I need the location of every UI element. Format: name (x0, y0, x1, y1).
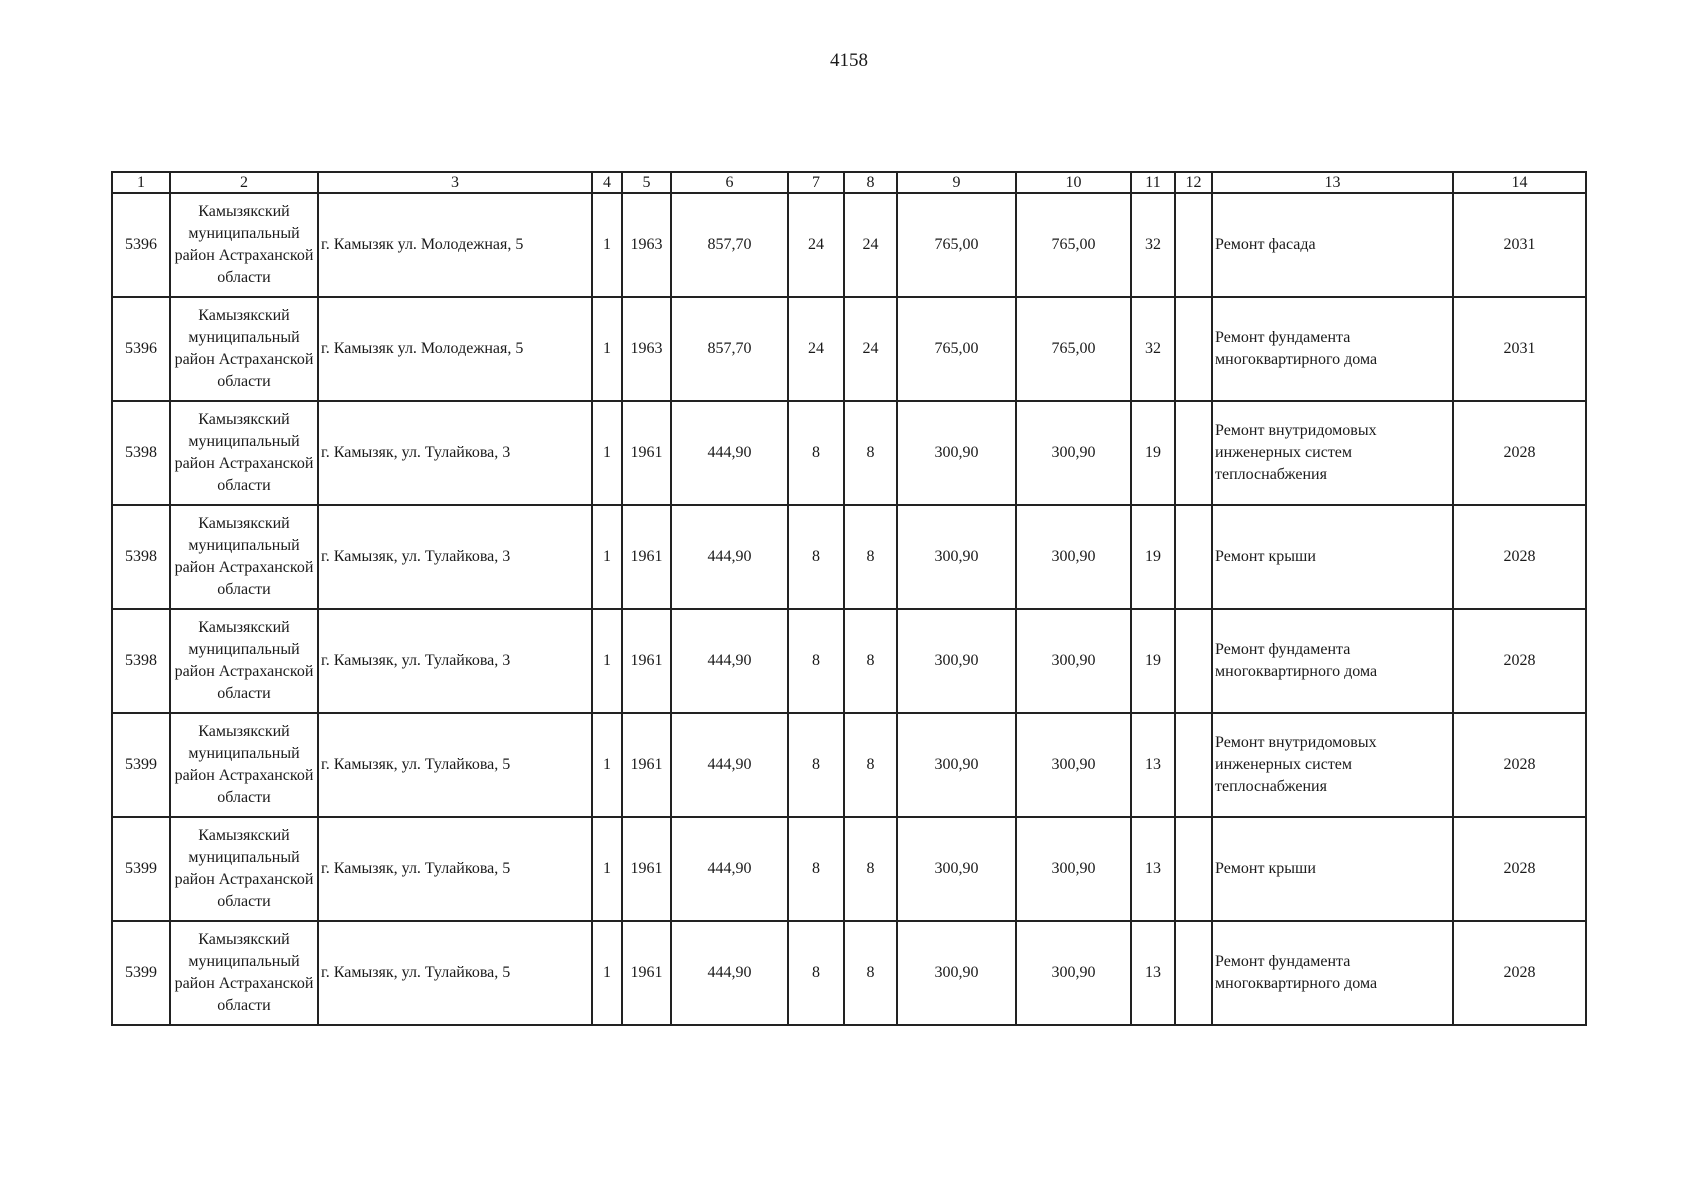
page-number: 4158 (830, 50, 868, 71)
column-12-cell (1175, 713, 1212, 817)
municipality-cell: Камызякский муниципальный район Астраханской области (170, 921, 318, 1025)
record-number-cell: 5399 (112, 921, 170, 1025)
column-9-cell: 300,90 (897, 401, 1016, 505)
column-10-cell: 300,90 (1016, 401, 1131, 505)
column-12-cell (1175, 505, 1212, 609)
work-type-cell: Ремонт фундамента многоквартирного дома (1212, 609, 1453, 713)
column-6-cell: 444,90 (671, 401, 788, 505)
column-11-cell: 13 (1131, 921, 1175, 1025)
table-row (112, 921, 1586, 1025)
year-cell: 1961 (622, 713, 671, 817)
column-9-cell: 300,90 (897, 505, 1016, 609)
address-cell: г. Камызяк, ул. Тулайкова, 5 (318, 921, 592, 1025)
column-4-cell: 1 (592, 713, 622, 817)
year-cell: 1963 (622, 193, 671, 297)
column-10-cell: 300,90 (1016, 713, 1131, 817)
work-type-cell: Ремонт фундамента многоквартирного дома (1212, 297, 1453, 401)
column-6-cell: 444,90 (671, 713, 788, 817)
column-10-cell: 300,90 (1016, 609, 1131, 713)
table-body (112, 193, 1586, 1025)
planned-year-cell: 2031 (1453, 193, 1586, 297)
planned-year-cell: 2028 (1453, 609, 1586, 713)
column-4-cell: 1 (592, 505, 622, 609)
municipality-cell: Камызякский муниципальный район Астраханской области (170, 505, 318, 609)
municipality-cell: Камызякский муниципальный район Астраханской области (170, 609, 318, 713)
address-cell: г. Камызяк, ул. Тулайкова, 3 (318, 401, 592, 505)
column-12-cell (1175, 609, 1212, 713)
record-number-cell: 5396 (112, 297, 170, 401)
column-8-cell: 8 (844, 609, 897, 713)
record-number-cell: 5398 (112, 609, 170, 713)
column-header: 13 (1212, 172, 1453, 193)
column-header: 2 (170, 172, 318, 193)
table-row (112, 297, 1586, 401)
column-12-cell (1175, 817, 1212, 921)
municipality-cell: Камызякский муниципальный район Астраханской области (170, 817, 318, 921)
column-12-cell (1175, 401, 1212, 505)
address-cell: г. Камызяк, ул. Тулайкова, 3 (318, 505, 592, 609)
column-9-cell: 300,90 (897, 817, 1016, 921)
column-header: 3 (318, 172, 592, 193)
column-9-cell: 300,90 (897, 921, 1016, 1025)
table-row (112, 817, 1586, 921)
address-cell: г. Камызяк ул. Молодежная, 5 (318, 297, 592, 401)
column-header: 9 (897, 172, 1016, 193)
address-cell: г. Камызяк ул. Молодежная, 5 (318, 193, 592, 297)
table-row (112, 193, 1586, 297)
column-4-cell: 1 (592, 921, 622, 1025)
column-8-cell: 8 (844, 921, 897, 1025)
column-header: 10 (1016, 172, 1131, 193)
column-12-cell (1175, 297, 1212, 401)
column-7-cell: 8 (788, 921, 844, 1025)
column-11-cell: 13 (1131, 817, 1175, 921)
capital-repair-table (111, 171, 1587, 1026)
column-6-cell: 444,90 (671, 921, 788, 1025)
work-type-cell: Ремонт фундамента многоквартирного дома (1212, 921, 1453, 1025)
column-7-cell: 24 (788, 193, 844, 297)
work-type-cell: Ремонт внутридомовых инженерных систем теплоснабжения (1212, 713, 1453, 817)
column-9-cell: 300,90 (897, 713, 1016, 817)
column-header: 4 (592, 172, 622, 193)
column-header: 1 (112, 172, 170, 193)
planned-year-cell: 2028 (1453, 505, 1586, 609)
record-number-cell: 5399 (112, 817, 170, 921)
column-6-cell: 444,90 (671, 609, 788, 713)
table-row (112, 609, 1586, 713)
municipality-cell: Камызякский муниципальный район Астраханской области (170, 297, 318, 401)
planned-year-cell: 2028 (1453, 401, 1586, 505)
column-10-cell: 765,00 (1016, 297, 1131, 401)
work-type-cell: Ремонт внутридомовых инженерных систем теплоснабжения (1212, 401, 1453, 505)
planned-year-cell: 2028 (1453, 713, 1586, 817)
column-header: 12 (1175, 172, 1212, 193)
municipality-cell: Камызякский муниципальный район Астраханской области (170, 713, 318, 817)
planned-year-cell: 2031 (1453, 297, 1586, 401)
column-6-cell: 444,90 (671, 505, 788, 609)
column-11-cell: 32 (1131, 297, 1175, 401)
column-11-cell: 19 (1131, 505, 1175, 609)
address-cell: г. Камызяк, ул. Тулайкова, 5 (318, 713, 592, 817)
column-4-cell: 1 (592, 193, 622, 297)
record-number-cell: 5396 (112, 193, 170, 297)
column-10-cell: 300,90 (1016, 505, 1131, 609)
year-cell: 1961 (622, 921, 671, 1025)
column-10-cell: 300,90 (1016, 921, 1131, 1025)
column-header: 7 (788, 172, 844, 193)
column-8-cell: 24 (844, 193, 897, 297)
record-number-cell: 5398 (112, 505, 170, 609)
column-9-cell: 765,00 (897, 297, 1016, 401)
column-4-cell: 1 (592, 609, 622, 713)
column-4-cell: 1 (592, 817, 622, 921)
work-type-cell: Ремонт крыши (1212, 817, 1453, 921)
column-11-cell: 32 (1131, 193, 1175, 297)
planned-year-cell: 2028 (1453, 921, 1586, 1025)
column-8-cell: 8 (844, 401, 897, 505)
year-cell: 1961 (622, 401, 671, 505)
column-header: 11 (1131, 172, 1175, 193)
municipality-cell: Камызякский муниципальный район Астраханской области (170, 193, 318, 297)
column-11-cell: 19 (1131, 401, 1175, 505)
year-cell: 1963 (622, 297, 671, 401)
column-8-cell: 8 (844, 817, 897, 921)
record-number-cell: 5398 (112, 401, 170, 505)
column-4-cell: 1 (592, 297, 622, 401)
year-cell: 1961 (622, 609, 671, 713)
table-row (112, 505, 1586, 609)
column-10-cell: 300,90 (1016, 817, 1131, 921)
column-7-cell: 8 (788, 713, 844, 817)
column-7-cell: 8 (788, 817, 844, 921)
address-cell: г. Камызяк, ул. Тулайкова, 5 (318, 817, 592, 921)
column-6-cell: 444,90 (671, 817, 788, 921)
column-10-cell: 765,00 (1016, 193, 1131, 297)
column-4-cell: 1 (592, 401, 622, 505)
year-cell: 1961 (622, 505, 671, 609)
column-number-row (112, 172, 1586, 193)
column-header: 5 (622, 172, 671, 193)
table-row (112, 713, 1586, 817)
table-row (112, 401, 1586, 505)
column-7-cell: 8 (788, 609, 844, 713)
column-12-cell (1175, 921, 1212, 1025)
column-8-cell: 8 (844, 713, 897, 817)
municipality-cell: Камызякский муниципальный район Астраханской области (170, 401, 318, 505)
column-6-cell: 857,70 (671, 297, 788, 401)
record-number-cell: 5399 (112, 713, 170, 817)
column-9-cell: 300,90 (897, 609, 1016, 713)
column-11-cell: 19 (1131, 609, 1175, 713)
work-type-cell: Ремонт крыши (1212, 505, 1453, 609)
column-7-cell: 24 (788, 297, 844, 401)
year-cell: 1961 (622, 817, 671, 921)
column-12-cell (1175, 193, 1212, 297)
column-7-cell: 8 (788, 401, 844, 505)
column-8-cell: 24 (844, 297, 897, 401)
column-header: 6 (671, 172, 788, 193)
column-header: 8 (844, 172, 897, 193)
column-9-cell: 765,00 (897, 193, 1016, 297)
column-header: 14 (1453, 172, 1586, 193)
column-11-cell: 13 (1131, 713, 1175, 817)
planned-year-cell: 2028 (1453, 817, 1586, 921)
column-8-cell: 8 (844, 505, 897, 609)
column-6-cell: 857,70 (671, 193, 788, 297)
address-cell: г. Камызяк, ул. Тулайкова, 3 (318, 609, 592, 713)
column-7-cell: 8 (788, 505, 844, 609)
work-type-cell: Ремонт фасада (1212, 193, 1453, 297)
